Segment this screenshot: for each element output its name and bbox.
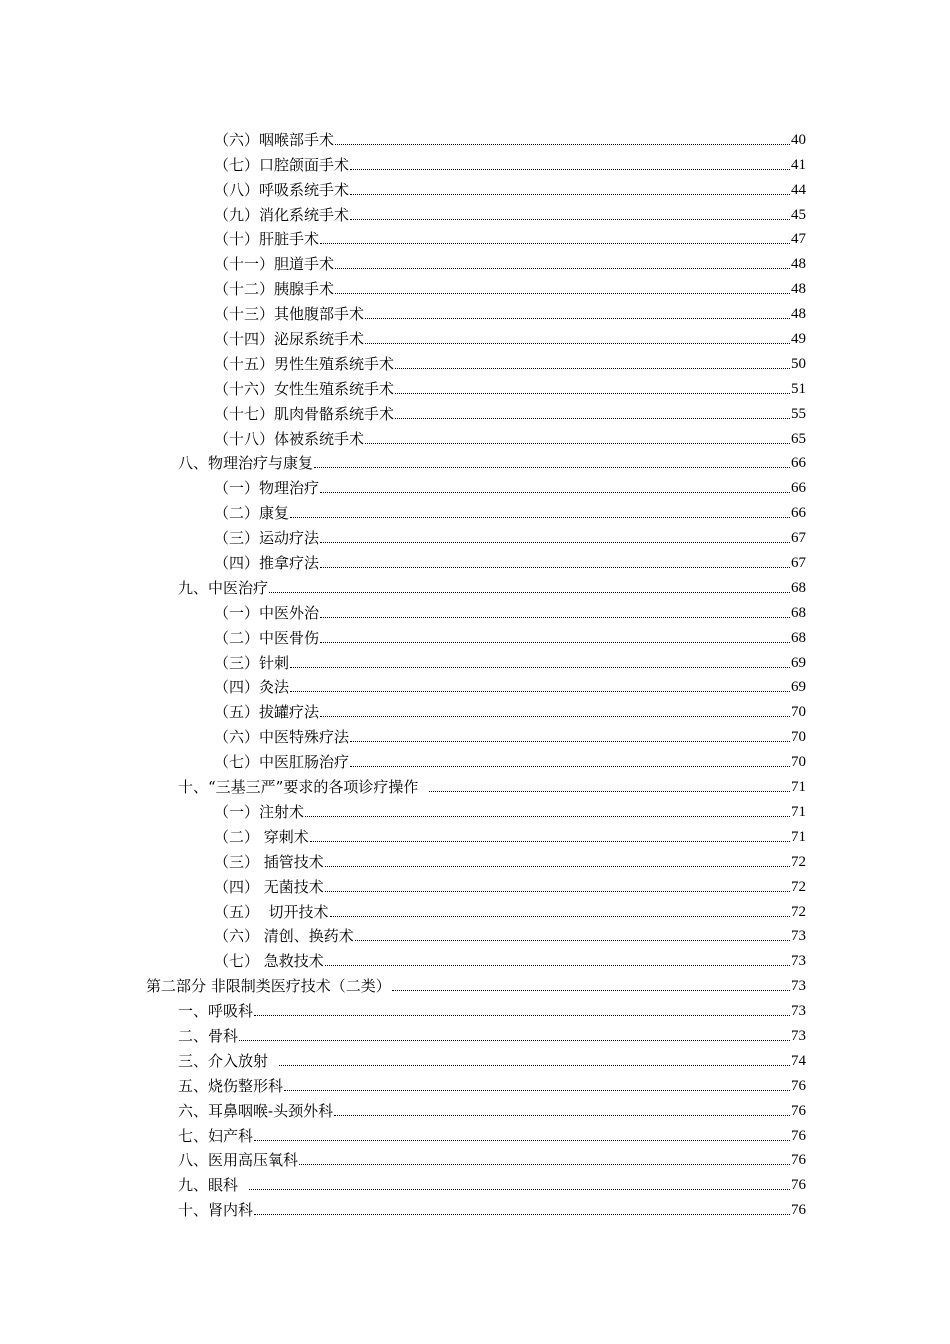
table-of-contents [0, 124, 950, 1219]
toc-page-number: 51 [791, 380, 806, 397]
toc-entry-label: 九、中医治疗 [178, 578, 269, 597]
toc-page-number: 72 [791, 853, 806, 870]
toc-subsection-entry[interactable] [0, 796, 806, 821]
toc-subsection-entry[interactable] [0, 846, 806, 871]
dot-leader [305, 816, 790, 817]
toc-entry-label: 一、呼吸科 [178, 1002, 254, 1021]
toc-subsection-entry[interactable] [0, 472, 806, 497]
toc-entry-label: 三、介入放射 [178, 1051, 278, 1070]
toc-subsection-entry[interactable] [0, 945, 806, 970]
toc-entry-label: 二、骨科 [178, 1026, 239, 1045]
toc-page-number: 47 [791, 231, 806, 248]
toc-entry-label: 九、眼科 [178, 1176, 248, 1195]
toc-page-number: 76 [791, 1127, 806, 1144]
toc-entry-label: （十八）体被系统手术 [214, 429, 365, 448]
dot-leader [310, 841, 790, 842]
toc-entry-label: （十七）肌肉骨骼系统手术 [214, 404, 395, 423]
toc-subsection-entry[interactable] [0, 647, 806, 672]
dot-leader [350, 766, 790, 767]
toc-page-number: 73 [791, 928, 806, 945]
toc-entry-label: （四） 无菌技术 [214, 877, 324, 896]
toc-entry-label: （九）消化系统手术 [214, 205, 350, 224]
toc-page-number: 76 [791, 1102, 806, 1119]
toc-subsection-entry[interactable] [0, 323, 806, 348]
toc-entry-label: （十一）胆道手术 [214, 255, 335, 274]
dot-leader [330, 916, 790, 917]
toc-page-number: 70 [791, 729, 806, 746]
toc-page-number: 41 [791, 156, 806, 173]
toc-entry-label: （二） 穿刺术 [214, 827, 309, 846]
toc-page-number: 68 [791, 629, 806, 646]
dot-leader [239, 1040, 790, 1041]
toc-entry-label: （四）推拿疗法 [214, 554, 320, 573]
toc-section-entry[interactable] [0, 1145, 806, 1170]
toc-entry-label: （六）中医特殊疗法 [214, 728, 350, 747]
toc-page-number: 73 [791, 953, 806, 970]
toc-subsection-entry[interactable] [0, 124, 806, 149]
toc-page-number: 40 [791, 131, 806, 148]
toc-entry-label: （一）物理治疗 [214, 479, 320, 498]
dot-leader [320, 243, 790, 244]
dot-leader [395, 368, 790, 369]
toc-subsection-entry[interactable] [0, 224, 806, 249]
toc-page-number: 67 [791, 530, 806, 547]
toc-page-number: 69 [791, 654, 806, 671]
toc-entry-label: （十四）泌尿系统手术 [214, 330, 365, 349]
toc-page-number: 70 [791, 754, 806, 771]
toc-entry-label: 八、物理治疗与康复 [178, 454, 314, 473]
toc-page-number: 49 [791, 331, 806, 348]
toc-subsection-entry[interactable] [0, 696, 806, 721]
toc-page-number: 70 [791, 704, 806, 721]
toc-entry-label: （二）康复 [214, 504, 290, 523]
dot-leader [395, 393, 790, 394]
toc-section-entry[interactable] [0, 1020, 806, 1045]
toc-entry-label: 八、医用高压氧科 [178, 1151, 299, 1170]
toc-subsection-entry[interactable] [0, 821, 806, 846]
toc-subsection-entry[interactable] [0, 174, 806, 199]
toc-section-entry[interactable] [0, 1194, 806, 1219]
dot-leader [350, 194, 790, 195]
toc-section-entry[interactable] [0, 1169, 806, 1194]
dot-leader [365, 343, 790, 344]
toc-subsection-entry[interactable] [0, 871, 806, 896]
toc-section-entry[interactable] [0, 1120, 806, 1145]
toc-subsection-entry[interactable] [0, 199, 806, 224]
toc-page-number: 66 [791, 505, 806, 522]
toc-entry-label: （二）中医骨伤 [214, 628, 320, 647]
dot-leader [365, 443, 790, 444]
toc-entry-label: （七） 急救技术 [214, 952, 324, 971]
toc-entry-label: 五、烧伤整形科 [178, 1076, 284, 1095]
dot-leader [279, 1065, 790, 1066]
dot-leader [392, 990, 790, 991]
toc-entry-label: （五）拔罐疗法 [214, 703, 320, 722]
toc-entry-label: （三）运动疗法 [214, 529, 320, 548]
toc-page-number: 55 [791, 405, 806, 422]
toc-entry-label: （一）注射术 [214, 802, 305, 821]
dot-leader [325, 965, 790, 966]
dot-leader [350, 741, 790, 742]
toc-subsection-entry[interactable] [0, 921, 806, 946]
dot-leader [350, 219, 790, 220]
toc-entry-label: 十、肾内科 [178, 1201, 254, 1220]
toc-section-entry[interactable] [0, 1070, 806, 1095]
toc-subsection-entry[interactable] [0, 597, 806, 622]
toc-entry-label: （七）中医肛肠治疗 [214, 753, 350, 772]
toc-section-entry[interactable] [0, 572, 806, 597]
toc-entry-label: （四）灸法 [214, 678, 290, 697]
toc-page-number: 76 [791, 1152, 806, 1169]
toc-entry-label: （十三）其他腹部手术 [214, 305, 365, 324]
dot-leader [254, 1015, 790, 1016]
toc-entry-label: （三）针刺 [214, 653, 290, 672]
dot-leader [254, 1214, 790, 1215]
toc-subsection-entry[interactable] [0, 423, 806, 448]
dot-leader [325, 891, 790, 892]
toc-page-number: 71 [791, 779, 806, 796]
dot-leader [334, 1115, 790, 1116]
dot-leader [320, 542, 790, 543]
dot-leader [335, 144, 790, 145]
toc-subsection-entry[interactable] [0, 746, 806, 771]
toc-subsection-entry[interactable] [0, 398, 806, 423]
toc-part-entry[interactable] [0, 970, 806, 995]
toc-page-number: 72 [791, 903, 806, 920]
dot-leader [355, 940, 790, 941]
dot-leader [325, 866, 790, 867]
toc-section-entry[interactable] [0, 1095, 806, 1120]
dot-leader [429, 791, 790, 792]
dot-leader [314, 467, 790, 468]
toc-entry-label: （六） 清创、换药术 [214, 927, 354, 946]
dot-leader [320, 567, 790, 568]
dot-leader [299, 1164, 790, 1165]
toc-entry-label: （十六）女性生殖系统手术 [214, 379, 395, 398]
dot-leader [350, 169, 790, 170]
toc-subsection-entry[interactable] [0, 896, 806, 921]
toc-entry-label: （八）呼吸系统手术 [214, 180, 350, 199]
dot-leader [365, 318, 790, 319]
toc-page-number: 72 [791, 878, 806, 895]
toc-subsection-entry[interactable] [0, 721, 806, 746]
toc-subsection-entry[interactable] [0, 497, 806, 522]
toc-page-number: 67 [791, 555, 806, 572]
toc-page-number: 73 [791, 1027, 806, 1044]
toc-page-number: 74 [791, 1052, 806, 1069]
toc-subsection-entry[interactable] [0, 672, 806, 697]
dot-leader [320, 617, 790, 618]
toc-subsection-entry[interactable] [0, 547, 806, 572]
toc-subsection-entry[interactable] [0, 373, 806, 398]
dot-leader [320, 716, 790, 717]
toc-section-entry[interactable] [0, 995, 806, 1020]
toc-page-number: 48 [791, 306, 806, 323]
dot-leader [254, 1140, 790, 1141]
toc-entry-label: （十五）男性生殖系统手术 [214, 354, 395, 373]
toc-page-number: 66 [791, 480, 806, 497]
toc-subsection-entry[interactable] [0, 348, 806, 373]
dot-leader [335, 268, 790, 269]
dot-leader [320, 492, 790, 493]
toc-page-number: 76 [791, 1202, 806, 1219]
toc-entry-label: （三） 插管技术 [214, 852, 324, 871]
toc-page-number: 68 [791, 579, 806, 596]
dot-leader [290, 691, 790, 692]
toc-entry-label: （十）肝脏手术 [214, 230, 320, 249]
toc-subsection-entry[interactable] [0, 622, 806, 647]
toc-page-number: 69 [791, 679, 806, 696]
toc-subsection-entry[interactable] [0, 273, 806, 298]
toc-page-number: 45 [791, 206, 806, 223]
toc-entry-label: （七）口腔颌面手术 [214, 155, 350, 174]
dot-leader [395, 418, 790, 419]
dot-leader [290, 667, 790, 668]
dot-leader [284, 1090, 790, 1091]
toc-section-entry[interactable] [0, 771, 806, 796]
toc-subsection-entry[interactable] [0, 522, 806, 547]
dot-leader [269, 592, 790, 593]
dot-leader [335, 293, 790, 294]
toc-entry-label: 六、耳鼻咽喉-头颈外科 [178, 1101, 334, 1120]
toc-page-number: 48 [791, 281, 806, 298]
toc-page-number: 76 [791, 1077, 806, 1094]
toc-section-entry[interactable] [0, 1045, 806, 1070]
toc-page-number: 50 [791, 355, 806, 372]
dot-leader [320, 642, 790, 643]
dot-leader [290, 517, 790, 518]
toc-page-number: 68 [791, 604, 806, 621]
toc-page-number: 73 [791, 1003, 806, 1020]
toc-entry-label: （五） 切开技术 [214, 902, 329, 921]
toc-page-number: 65 [791, 430, 806, 447]
toc-page-number: 73 [791, 978, 806, 995]
toc-subsection-entry[interactable] [0, 298, 806, 323]
toc-entry-label: 七、妇产科 [178, 1126, 254, 1145]
toc-entry-label: 第二部分 非限制类医疗技术（二类） [146, 977, 391, 996]
toc-page-number: 71 [791, 803, 806, 820]
dot-leader [249, 1189, 790, 1190]
toc-page-number: 66 [791, 455, 806, 472]
toc-section-entry[interactable] [0, 448, 806, 473]
toc-page-number: 76 [791, 1177, 806, 1194]
toc-subsection-entry[interactable] [0, 149, 806, 174]
toc-page-number: 48 [791, 256, 806, 273]
toc-page-number: 71 [791, 828, 806, 845]
toc-entry-label: 十、“三基三严”要求的各项诊疗操作 [178, 778, 428, 797]
toc-entry-label: （一）中医外治 [214, 603, 320, 622]
toc-subsection-entry[interactable] [0, 248, 806, 273]
toc-page-number: 44 [791, 181, 806, 198]
toc-entry-label: （六）咽喉部手术 [214, 130, 335, 149]
toc-entry-label: （十二）胰腺手术 [214, 280, 335, 299]
